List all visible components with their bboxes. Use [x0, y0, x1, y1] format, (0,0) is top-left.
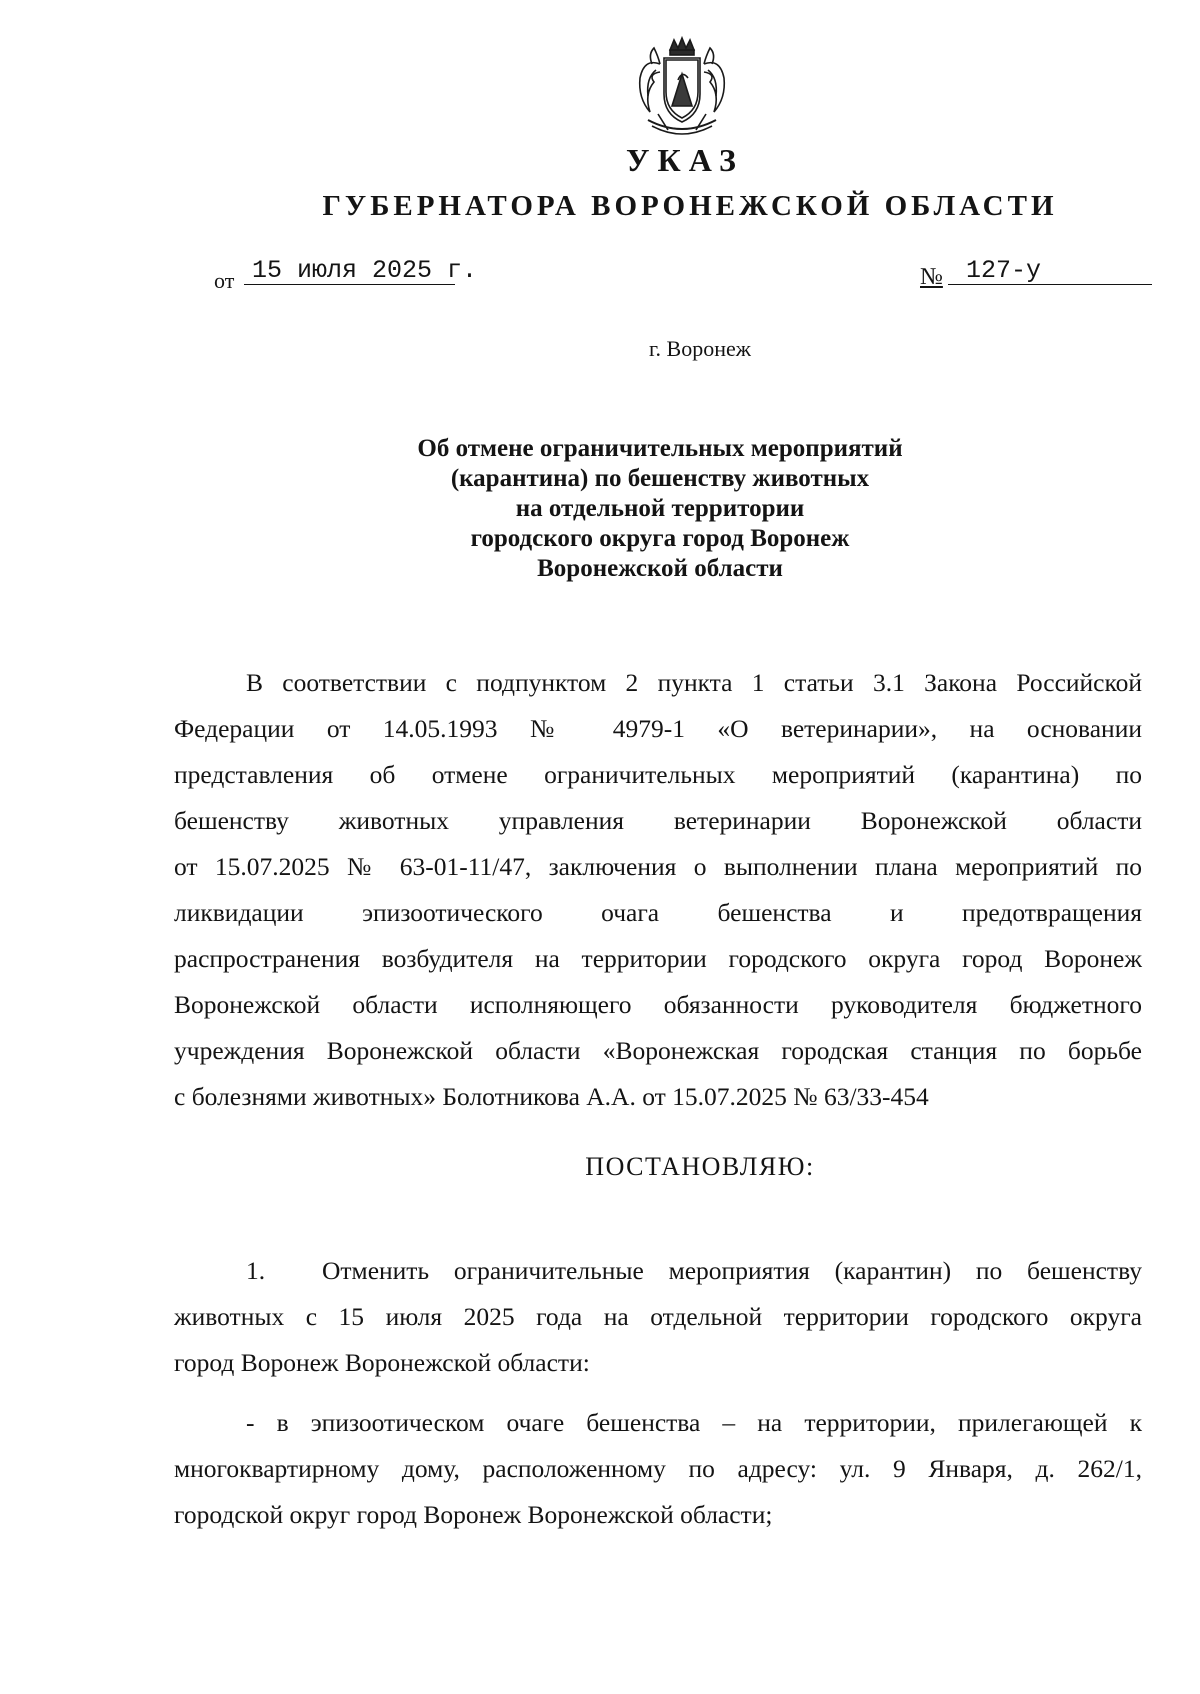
title-line: городского округа город Воронеж [470, 525, 850, 552]
title-line: (карантина) по бешенству животных [450, 465, 870, 492]
title-line: на отдельной территории [515, 495, 805, 522]
paragraph-line: Воронежской области исполняющего обязанности руководителя бюджетного [174, 990, 1142, 1019]
preamble-paragraph [174, 660, 1142, 1120]
coat-of-arms-emblem [630, 34, 734, 144]
paragraph-line: - в эпизоотическом очаге бешенства – на территории, прилегающей к [246, 1408, 1142, 1437]
paragraph-line: бешенству животных управления ветеринарии Воронежской области [174, 806, 1142, 835]
paragraph-line: животных с 15 июля 2025 года на отдельной территории городского округа [174, 1302, 1142, 1331]
document-date: 15 июля 2025 г. [252, 256, 478, 285]
paragraph-line: от 15.07.2025 № 63-01-11/47, заключения о выполнении плана мероприятий по [174, 852, 1142, 881]
paragraph-line [174, 1248, 1142, 1294]
paragraph-line: распространения возбудителя на территории городского округа город Воронеж [174, 944, 1142, 973]
paragraph-line: учреждения Воронежской области «Воронежская городская станция по борьбе [174, 1036, 1142, 1065]
title-line: Воронежской области [537, 555, 783, 582]
document-type-heading: УКАЗ [626, 142, 744, 178]
number-underline [948, 284, 1152, 285]
item-text: Отменить ограничительные мероприятия (карантин) по бешенству [322, 1256, 1142, 1285]
subitem-paragraph [174, 1400, 1142, 1538]
paragraph-line: Федерации от 14.05.1993 № 4979-1 «О ветеринарии», на основании [174, 714, 1142, 743]
paragraph-line: многоквартирному дому, расположенному по адресу: ул. 9 Января, д. 262/1, [174, 1454, 1142, 1483]
number-prefix: № [920, 264, 943, 290]
paragraph-line: ликвидации эпизоотического очага бешенства и предотвращения [174, 898, 1142, 927]
date-underline [244, 284, 455, 285]
paragraph-line: представления об отмене ограничительных мероприятий (карантина) по [174, 760, 1142, 789]
paragraph-line: с болезнями животных» Болотникова А.А. от 15.07.2025 № 63/33-454 [174, 1082, 929, 1111]
paragraph-line: городской округ город Воронеж Воронежской области; [174, 1500, 773, 1529]
item-number: 1. [246, 1256, 266, 1285]
issuing-authority-heading: ГУБЕРНАТОРА ВОРОНЕЖСКОЙ ОБЛАСТИ [322, 190, 1058, 222]
date-prefix: от [214, 268, 235, 293]
decree-word: ПОСТАНОВЛЯЮ: [585, 1152, 815, 1181]
place-of-issue: г. Воронеж [649, 336, 751, 361]
paragraph-line: В соответствии с подпунктом 2 пункта 1 статьи 3.1 Закона Российской [246, 668, 1142, 697]
document-title [350, 434, 970, 584]
item-1-paragraph [174, 1248, 1142, 1386]
title-line: Об отмене ограничительных мероприятий [417, 435, 903, 462]
document-number: 127-у [966, 256, 1042, 285]
paragraph-line: город Воронеж Воронежской области: [174, 1348, 590, 1377]
